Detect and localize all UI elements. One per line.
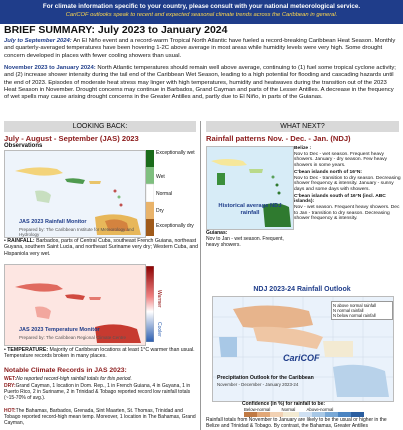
legend-normal: Normal bbox=[156, 191, 173, 197]
rainfall-outlook-map bbox=[212, 296, 394, 402]
looking-back-header: LOOKING BACK: bbox=[4, 121, 196, 132]
belize-label: Belize : bbox=[294, 146, 312, 151]
guianas-text: Nov to Jan - wet season. Frequent, heavy showers. bbox=[206, 236, 284, 248]
left-column-title: July - August - September (JAS) 2023 bbox=[4, 134, 139, 143]
summary-p1-text: An El Niño event and a record-warm Tropical North Atlantic have fueled a record-breaking Caribbean Heat Season. Monthly and quarterly-averaged temperatures have been hovering 1-2C above average in most areas while humidity levels were very high. Some drought concern developed in places with fewer cooling showers than usual. bbox=[4, 38, 396, 59]
brief-summary-title: BRIEF SUMMARY: July 2023 to January 2024 bbox=[4, 24, 228, 36]
guianas-label: Guianas: bbox=[206, 230, 228, 236]
rain-map-title: JAS 2023 Rainfall Monitor bbox=[19, 219, 87, 225]
outlook-map-sub: November - December - January 2023-24 bbox=[217, 382, 299, 387]
conf-above: Above-normal bbox=[306, 407, 334, 412]
record-wet-key: WET: bbox=[4, 376, 17, 382]
outlook-legend-above: N above normal rainfall bbox=[333, 303, 377, 308]
historical-rainfall-map bbox=[206, 146, 294, 230]
record-dry-text: Grand Cayman, 1 location in Dom. Rep., 1 in French Guiana, 4 in Guyana, 1 in Puerto Rico, 2 in Suriname, 2 in Trinidad & Tobago reported record low rainfall totals (~15-70% of avg.). bbox=[4, 383, 191, 401]
north-label: C'bean islands north of 16°N: bbox=[294, 169, 363, 175]
rain-map-source: Prepared by: The Caribbean Institute for Meteorology and Hydrology bbox=[19, 227, 134, 237]
record-dry bbox=[4, 383, 200, 401]
guianas-block bbox=[206, 230, 294, 248]
rainfall-legend-bar bbox=[146, 150, 154, 236]
right-column-title: Rainfall patterns Nov. - Dec. - Jan. (NDJ) bbox=[206, 134, 351, 143]
record-hot bbox=[4, 408, 200, 426]
summary-paragraph-2 bbox=[4, 65, 399, 101]
south-text: Nov - wet season. Frequent heavy showers. Dec to Jan - transition to dry season. Decreasing shower frequency & intensity. bbox=[294, 205, 400, 222]
record-hot-text: The Bahamas, Barbados, Grenada, Sint Maarten, St. Thomas, Trinidad and Tobago reported record-high mean temp. Moreover, 1 location in The Bahamas, Grand Cayman, bbox=[4, 408, 196, 426]
outlook-legend-normal: N normal rainfall bbox=[333, 308, 364, 313]
column-divider bbox=[200, 121, 201, 430]
notable-records-title: Notable Climate Records in JAS 2023: bbox=[4, 367, 127, 374]
legend-dry: Dry bbox=[156, 208, 164, 214]
header-line-2: CariCOF outlooks speak to recent and expected seasonal climate trends across the Caribbean in general. bbox=[65, 12, 338, 18]
summary-paragraph-1 bbox=[4, 38, 399, 60]
conf-below: Below-normal bbox=[244, 407, 271, 412]
temperature-legend-bar bbox=[146, 266, 154, 342]
legend-exceptionally-wet: Exceptionally wet bbox=[156, 150, 195, 156]
south-label: C'bean islands south of 16°N (incl. ABC islands): bbox=[294, 193, 386, 205]
outlook-title: NDJ 2023-24 Rainfall Outlook bbox=[253, 286, 351, 293]
conf-normal: Normal bbox=[281, 407, 296, 412]
belize-text: Nov to Dec - wet season. Frequent heavy showers. January - dry season. Few heavy showers in some years. bbox=[294, 151, 387, 169]
record-wet-text: No reported record-high rainfall totals for this period. bbox=[16, 376, 132, 382]
summary-p2-lead: November 2023 to January 2024: bbox=[4, 65, 96, 71]
historical-map-label: Historical average NDJ rainfall bbox=[218, 203, 282, 216]
outlook-footer-text: Rainfall totals from November to January are likely to be the usual or higher in the Belize and Trinidad & Tobago. By contrast, the Bahamas, Greater Antilles bbox=[206, 417, 387, 429]
rainfall-text: Barbados, parts of Central Cuba, southeast French Guiana, northeast Guyana, southern Saint Lucia, and northeast Suriname very dry; Western Cuba, and Hispaniola very wet. bbox=[4, 238, 198, 257]
rainfall-label: RAINFALL: bbox=[7, 238, 35, 244]
temperature-text: Majority of Caribbean locations at least 1°C warmer than usual. Temperature records broken in many places. bbox=[4, 347, 195, 360]
header-line-1: For climate information specific to your country, please consult with your national meteorological service. bbox=[42, 3, 361, 10]
legend-warmer: Warmer bbox=[156, 290, 162, 308]
observations-label: Observations bbox=[4, 143, 43, 149]
legend-cooler: Cooler bbox=[156, 322, 162, 337]
record-hot-key: HOT: bbox=[4, 408, 16, 414]
north-text: Nov to Dec - transition to dry season. Decreasing shower frequency & intensity. January - sunny days and some days with showers. bbox=[294, 175, 401, 192]
legend-wet: Wet bbox=[156, 174, 165, 180]
temperature-monitor-map bbox=[4, 264, 146, 346]
confidence-label: Confidence (in %) for rainfall to be: bbox=[242, 401, 326, 407]
outlook-map-title: Precipitation Outlook for the Caribbean bbox=[217, 375, 314, 381]
temperature-label: TEMPERATURE: bbox=[7, 347, 49, 353]
what-next-header: WHAT NEXT? bbox=[206, 121, 399, 132]
caricof-logo: CariCOF bbox=[283, 353, 320, 363]
legend-exceptionally-dry: Exceptionally dry bbox=[156, 223, 194, 229]
regional-patterns bbox=[294, 146, 401, 222]
summary-p1-lead: July to September 2024: bbox=[4, 38, 72, 44]
rainfall-monitor-map bbox=[4, 150, 146, 238]
record-wet bbox=[4, 376, 200, 382]
temperature-summary: • TEMPERATURE: Majority of Caribbean locations at least 1°C warmer than usual. Temperature records broken in many places. bbox=[4, 347, 195, 360]
temp-map-source: Prepared by: The Caribbean Regional Climate Centre bbox=[19, 335, 126, 340]
record-dry-key: DRY: bbox=[4, 383, 16, 389]
summary-p2-text: North Atlantic temperatures should remain well above average, continuing to (1) fuel some tropical cyclone activity; and (2) increase shower intensity during the tail end of the Caribbean Wet Season, leading to a high potential for flooding and cascading hazards until the end of 2023. Episodes of moderate heat stress may linger with high temperatures, humidity and heatwaves during the transition out of the 2023 Heat Season in November. Drought concerns may continue in Barbados, Grand Cayman and parts of the Lesser Antilles. A decrease in the frequency of wet spells may cause arising drought concerns in the Greater Antilles and, partly due to El Niño, in parts of the Guianas. bbox=[4, 65, 396, 101]
header-banner bbox=[0, 0, 403, 24]
temp-map-title: JAS 2023 Temperature Monitor bbox=[19, 327, 100, 333]
rainfall-summary: • RAINFALL: Barbados, parts of Central Cuba, southeast French Guiana, northeast Guyana, southern Saint Lucia, and northeast Suriname very dry; Western Cuba, and Hispaniola very wet. bbox=[4, 238, 198, 257]
outlook-legend-below: N below normal rainfall bbox=[333, 313, 376, 318]
temperature-map-graphic bbox=[5, 265, 145, 345]
outlook-legend bbox=[331, 301, 393, 320]
